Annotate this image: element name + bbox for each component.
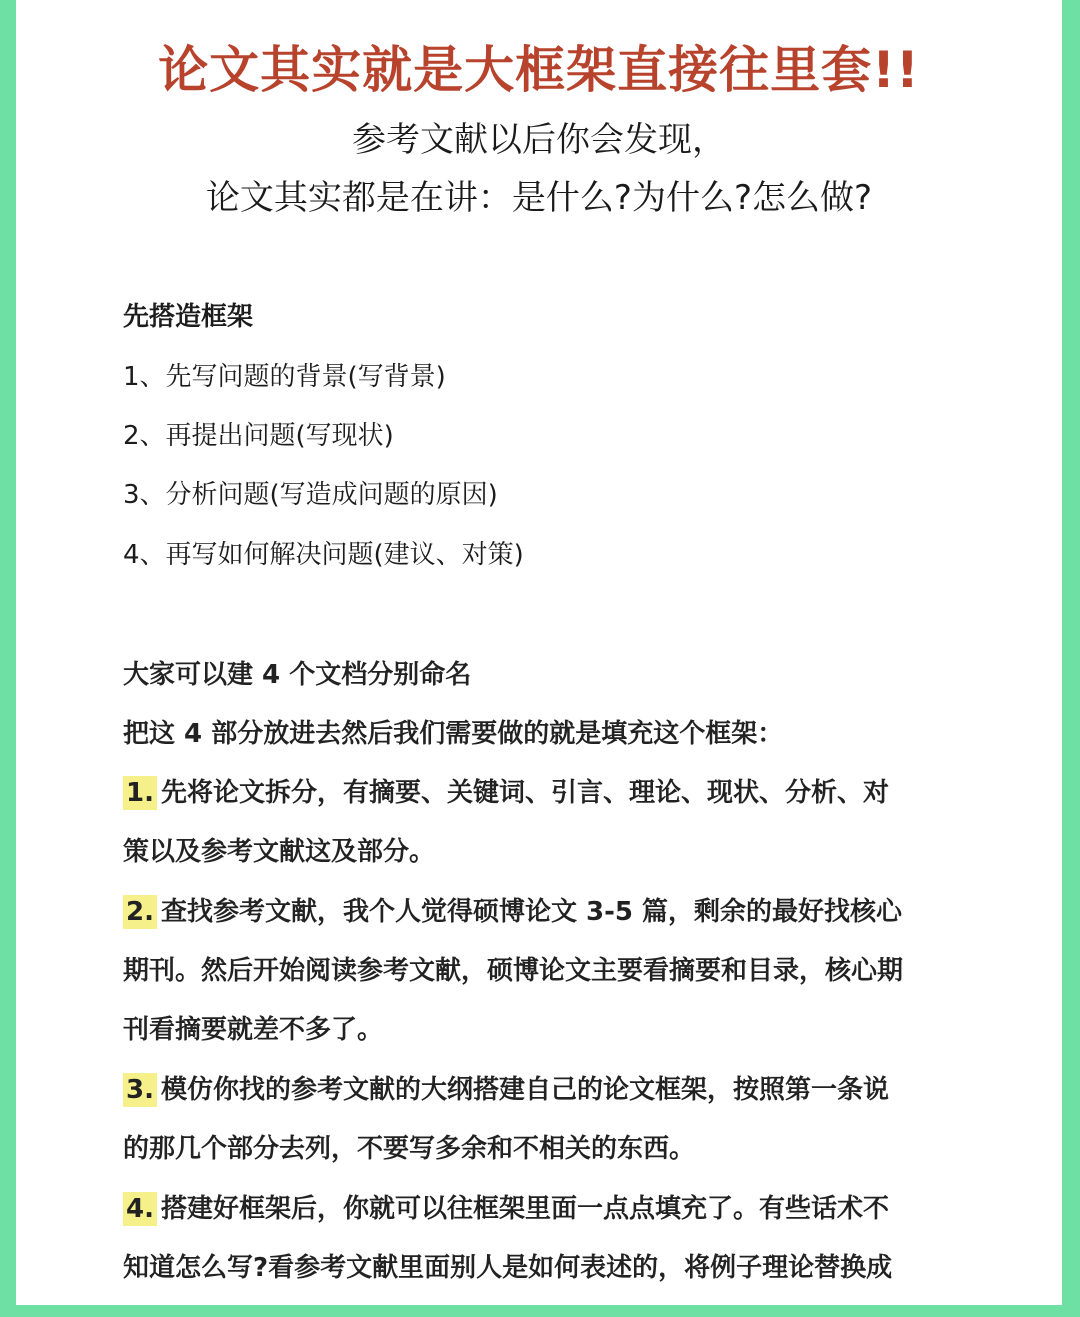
framework-item-4: 4、再写如何解决问题(建议、对策) <box>123 540 524 570</box>
step-1-line-2: 策以及参考文献这及部分。 <box>123 837 436 867</box>
step-4-number: 4. <box>123 1192 157 1226</box>
step-1-number: 1. <box>123 776 157 810</box>
step-1-line-1 <box>123 772 889 809</box>
intro-line-1: 大家可以建 4 个文档分别命名 <box>123 660 472 690</box>
framework-heading: 先搭造框架 <box>123 302 254 332</box>
document-card <box>16 0 1062 1305</box>
step-4-text: 搭建好框架后，你就可以往框架里面一点点填充了。有些话术不 <box>160 1194 889 1224</box>
step-3-text: 模仿你找的参考文献的大纲搭建自己的论文框架，按照第一条说 <box>160 1075 889 1105</box>
framework-item-1: 1、先写问题的背景(写背景) <box>123 362 446 392</box>
step-3-line-2: 的那几个部分去列，不要写多余和不相关的东西。 <box>123 1134 696 1164</box>
step-2-line-2: 期刊。然后开始阅读参考文献，硕博论文主要看摘要和目录，核心期 <box>123 956 904 986</box>
subtitle-line-1: 参考文献以后你会发现， <box>352 120 726 160</box>
step-4-line-1 <box>123 1188 889 1225</box>
step-2-text: 查找参考文献，我个人觉得硕博论文 3-5 篇，剩余的最好找核心 <box>160 897 903 927</box>
step-2-line-1 <box>123 891 902 928</box>
subtitle-line-2: 论文其实都是在讲：是什么?为什么?怎么做? <box>205 178 873 218</box>
step-3-number: 3. <box>123 1073 157 1107</box>
step-3-line-1 <box>123 1069 889 1106</box>
step-1-text: 先将论文拆分，有摘要、关键词、引言、理论、现状、分析、对 <box>160 778 889 808</box>
intro-line-2: 把这 4 部分放进去然后我们需要做的就是填充这个框架： <box>123 719 784 749</box>
step-2-number: 2. <box>123 895 157 929</box>
framework-item-3: 3、分析问题(写造成问题的原因) <box>123 480 498 510</box>
page-title: 论文其实就是大框架直接往里套!! <box>158 41 920 99</box>
step-4-line-2: 知道怎么写?看参考文献里面别人是如何表述的，将例子理论替换成 <box>123 1253 893 1283</box>
framework-item-2: 2、再提出问题(写现状) <box>123 421 394 451</box>
step-2-line-3: 刊看摘要就差不多了。 <box>123 1015 384 1045</box>
